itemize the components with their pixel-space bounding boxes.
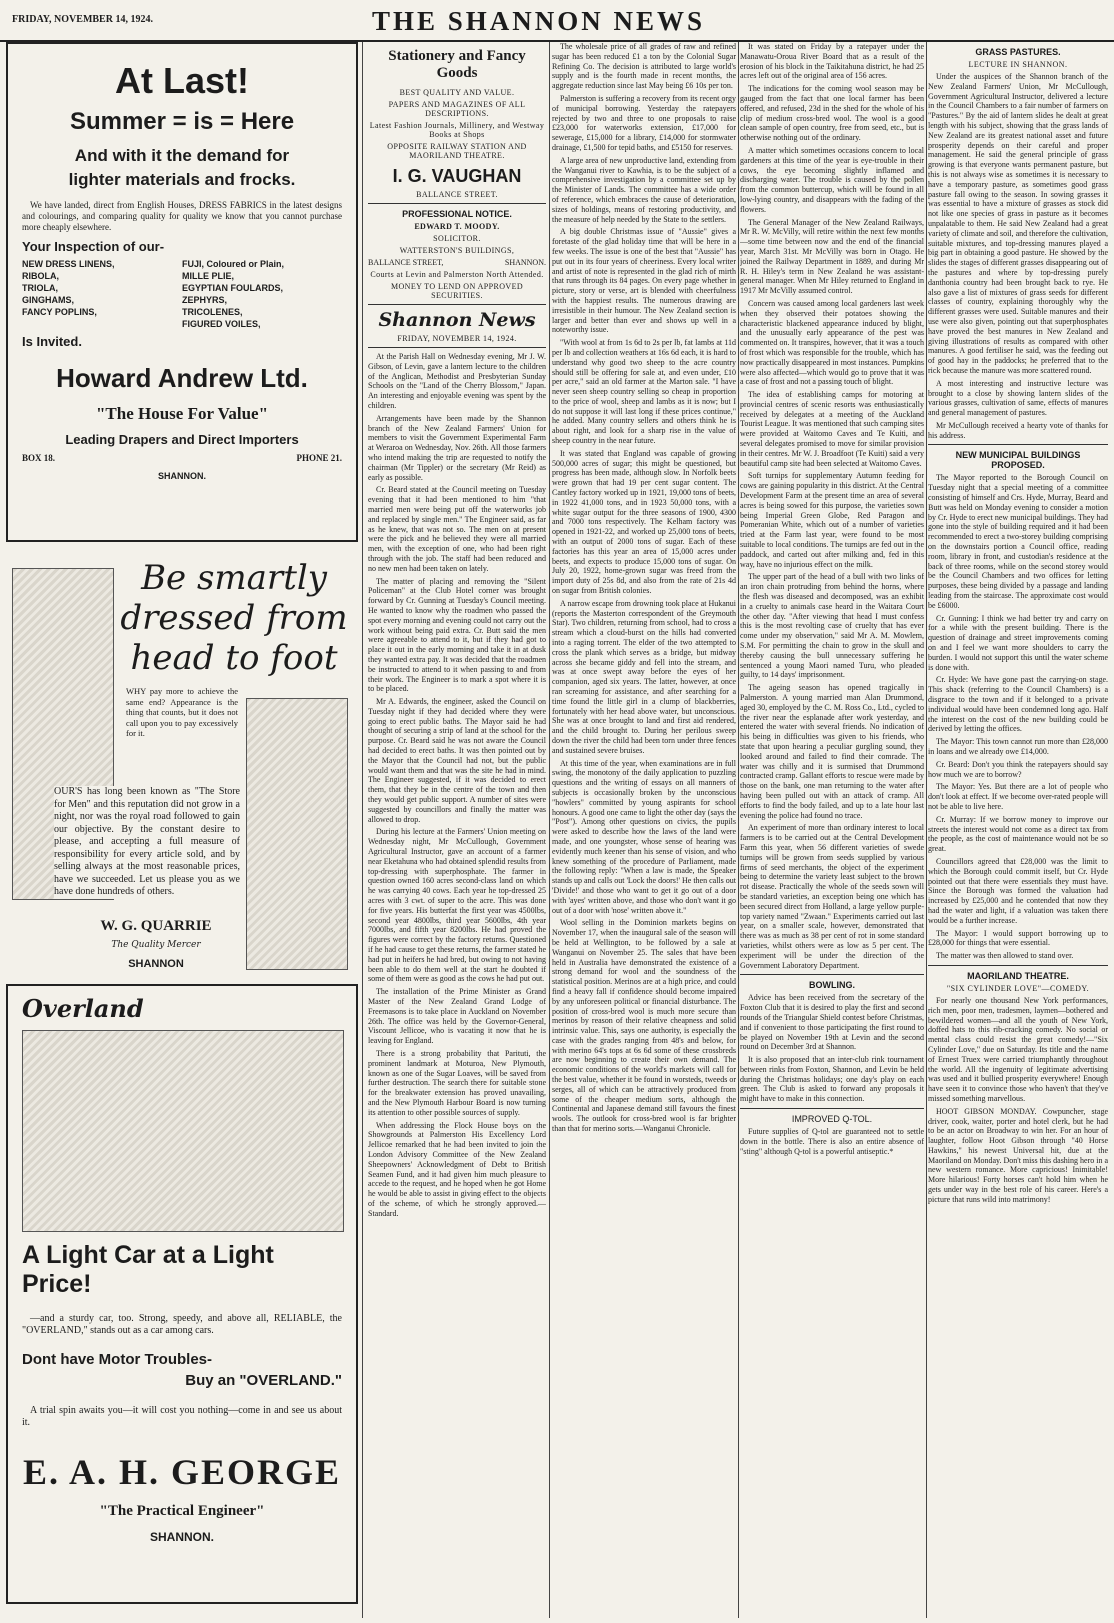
- fabric-item: FUJI, Coloured or Plain,: [182, 259, 285, 269]
- municipal-paragraph: The matter was then allowed to stand over.: [936, 951, 1074, 961]
- news-paragraph: The idea of establishing camps for motoring at provincial centres of scenic resorts was enthusiastically received by delegates at a meeting of the Auckland Tourist League. It was mentioned that such camping sites were provided at Waitomo Caves and Te Kuiti, and several delegates promised to move for similar provision in their centres. Mr W. J. Broadfoot (Te Kuiti) said a very beautiful camp site had been selected at Waitomo Caves.: [740, 390, 924, 468]
- firm-name: E. A. H. GEORGE: [22, 1452, 342, 1492]
- news-paragraph: At this time of the year, when examinations are in full swing, the monotony of the daily application to puzzling questions and the writing of essays on all manners of subjects is occasionally broken by the unconscious "howlers" committed by young aspirants for school honours. A good one came to light the other day (says the "Post"). Among other questions on civics, the pupils were asked to describe how the laws of the land were made, and one youngster, whose sense of hearing was evidently much keener than his sense of vision, and who knew something of the procedure of Parliament, made the following reply: "When a law is made, the Speaker stands up and calls out 'Lock the doors!' He then calls out 'Divide!' and those who want to get it go out of a door with 'ayes' written above, and those who don't want it go out of a door with 'nose' written above it.": [552, 758, 736, 915]
- stationer-street: BALLANCE STREET.: [416, 190, 498, 199]
- fabric-item: MILLE PLIE,: [182, 271, 235, 281]
- stationery-line: Latest Fashion Journals, Millinery, and Westway Books at Shops: [369, 121, 545, 139]
- ad-body: OUR'S has long been known as "The Store for Men" and this reputation did not grow in a night, nor was the royal road followed to gain our objective. By the constant desire to please, and accepting a full measure of responsibility for every article sold, and by selling always at the most reasonable prices, have we succeeded. Let us please you as we have done hundreds of others.: [54, 786, 240, 897]
- qtol-paragraph: Future supplies of Q-tol are guaranteed not to settle down in the bottle. There is also an entire absence of "sting" although Q-tol is a powerful antiseptic.*: [740, 1127, 924, 1156]
- news-paragraph: Arrangements have been made by the Shannon branch of the New Zealand Farmers' Union for members to visit the Government Experimental Farm at Weraroa on Wednesday, Nov. 26th. All those farmers who intend making the trip are requested to notify the chairman (Mr Tippler) or the secretary (Mr Reid) as early as possible.: [368, 413, 546, 482]
- news-paragraph: Concern was caused among local gardeners last week when they observed their potatoes showing the characteristic blackened appearance induced by blight, and the unusually early appearance of the pest was commented on. It transpires, however, that it was a touch of frost which was responsible for the trouble, which has now practically disappeared in most instances. Pumpkins were also affected—which would go to prove that it was a case of frost and not a passing touch of blight.: [740, 298, 924, 387]
- contact-row: [22, 453, 342, 463]
- ad-body: We have landed, direct from English Houses, DRESS FABRICS in the latest designs and colourings, and comparing quality for quality we know that you cannot purchase more cheaply elsewhere.: [22, 200, 342, 232]
- divider: [368, 347, 546, 348]
- municipal-paragraph: Councillors agreed that £28,000 was the limit to which the Borough could commit itself, but Cr. Hyde pointed out that there were essentials they must have. Since the Borough was formed the valuation had increased by £25,000 and he contended that now they had the water and light, if a valuation was taken there would be a further increase.: [928, 856, 1108, 925]
- ad-question: WHY pay more to achieve the same end? Appearance is the thing that counts, but it does not call upon you to pay excessively for it.: [126, 686, 238, 738]
- firm-town: SHANNON.: [157, 471, 206, 481]
- fabric-item: FANCY POPLINS,: [22, 307, 97, 317]
- news-paragraph: A large area of new unproductive land, extending from the Wanganui river to Kawhia, is to be the subject of a comprehensive investigation by a committee set up by the Minister of Lands. The committee has a wide order of reference, which embraces the cause of deterioration, sizes of holdings, means of restoring productivity, and the measure of help needed by the State to the settlers.: [552, 155, 736, 224]
- news-paragraph: There is a strong probability that Parituti, the prominent landmark at Moturoa, New Plymouth, known as one of the Sugar Loaves, will be saved from further destruction. The search there for suitable stone for the breakwater extension has proved unavailing, and the New Plymouth Harbour Board is now turning its attention to other possible sources of supply.: [368, 1048, 546, 1117]
- ad-subheadline: Summer = is = Here: [69, 108, 295, 135]
- news-column-2: [368, 42, 546, 1618]
- firm-town: SHANNON: [128, 958, 184, 970]
- grass-heading: GRASS PASTURES.: [975, 47, 1061, 57]
- fabric-item: ZEPHYRS,: [182, 295, 228, 305]
- news-paragraph: The General Manager of the New Zealand Railways, Mr R. W. McVilly, will retire within the next few months—some time between now and the end of the financial year, March 31st. Mr McVilly was born in Otago. He joined the Railway Department in 1889, and during Mr R. H. Hiley's term in New Zealand he was assistant-general manager. When Mr Hiley returned to England in 1917 Mr McVilly assumed control.: [740, 217, 924, 296]
- theatre-paragraph: For nearly one thousand New York performances, rich men, poor men, tradesmen, laymen—bothered and bewildered women—and all the youth of New York, doffed hats to this rib-cracking comedy. No social or mental class could resist the great comedy!—"Six Cylinder Love," due on Saturday. Its title and the name of Ernest Truex were carried triumphantly throughout the world. All the ingenuity of legitimate advertising was used and it bullied prosperity everywhere! Enough have seen it to convince those who haven't that they've missed something marvellous.: [928, 995, 1108, 1103]
- municipal-paragraph: The Mayor: Yes. But there are a lot of people who don't look at effect. If we become over-rated people will not be able to live here.: [928, 782, 1108, 811]
- bowling-paragraph: It is also proposed that an inter-club rink tournament between rinks from Foxton, Shannon, and Levin be held during the Christmas holidays; one day's play on each green. The Club is asked to forward any proposals it might have to make in this connection.: [740, 1055, 924, 1104]
- fabric-item: RIBOLA,: [22, 271, 59, 281]
- firm-trade: Leading Drapers and Direct Importers: [65, 432, 299, 447]
- news-paragraph: It was stated that England was capable of growing 500,000 acres of sugar; this might be questioned, but progress has been made, although slow. In Norfolk beets were grown that had 19 per cent sugar content. The Cantley factory worked up in 1921, 19,000 tons of beets, in 1922 41,000 tons, and in 1923 50,000 tons, with a white sugar output for the three seasons of 1900, 4300 and 7000 tons respectively. The Kelham factory was opened in 1921-22, and worked up 25,000 tons of beets, with an output of 2000 tons of sugar. Each of these factories has this year an area of 15,000 acres under beets, and expects to produce 15,000 tons of sugar. On July 20, 1922, home-grown sugar was freed from the import duty of 25s 8d, and also from the rate of 21s 4d on sugar from British colonies.: [552, 448, 736, 596]
- divider: [928, 444, 1108, 445]
- quarrie-advertisement: [6, 548, 358, 978]
- divider: [928, 965, 1108, 966]
- column-rule: [362, 42, 363, 1618]
- grass-subheading: LECTURE IN SHANNON.: [968, 60, 1068, 69]
- news-column-5: [928, 42, 1108, 1618]
- stationery-line: OPPOSITE RAILWAY STATION AND MAORILAND THEATRE.: [387, 142, 527, 160]
- solicitor-building: WATTERSTON'S BUILDINGS,: [399, 246, 515, 255]
- solicitor-street: BALLANCE STREET,: [368, 258, 444, 267]
- grass-paragraph: Under the auspices of the Shannon branch of the New Zealand Farmers' Union, Mr McCullough, Government Agricultural Instructor, delivered a lecture in the Council Chambers to a fair number of farmers on "Pastures." By the aid of lantern slides he dealt at great length with his subject, showing that the grass lands of New Zealand are its greatest national asset and future prosperity depends on their careful and proper management. He said the general principle of grass growing is that everyone wants permanent pasture, but this is not always wise as sometimes it is necessary to have a temporary pasture, as sometimes good grass pasture fall owing to the season. In sowing grasses it was essential to have a mixture of grasses as stock did not like one species of grass in pasture as it becomes unpalatable to them. He said New Zealand had a great variety of climate and soil, and therefore the cultivation, suitable mixtures, and top-dressing manures played a big part in obtaining a good pasture. He showed by the slides the stages of different grasses disappearing out of the pastures and where by top-dressing purely danthonia country had been brought back to rye. He also gave a list of mixtures of grass seeds for different classes of country, explaining thoroughly why the different grasses were used. Suitable manures and their use were also given, pointing out that superphosphates have proved the best manures in New Zealand and giving illustrations of results as compared with other manures. A good fertiliser he said, was the feeding out of good hay in the paddocks; he preferred that to the rick because the manure was more scattered round.: [928, 72, 1108, 375]
- firm-name: Howard Andrew Ltd.: [56, 363, 308, 393]
- news-paragraph: "With wool at from 1s 6d to 2s per lb, fat lambs at 11d per lb and collection weathers at 16s 6d each, it is hard to understand why good two sheep to the acre country should still be offering for sale at, and even under, £10 per acre," said an old farmer at the Marton sale. "I have never seen sheep country selling so cheap in proportion to the price of wool, sheep and lambs as it is now; but I do not suppose it will last long if these prices continue," he added. Many country sellers and others think he is about right, and look for a sharp rise in the value of sheep country in the near future.: [552, 338, 736, 446]
- news-paragraph: The upper part of the head of a bull with two links of an iron chain protruding from behind the horns, where the flesh was diseased and decomposed, was an exhibit in a cruelty to animals case heard in the Waitara Court the other day. "After viewing that head I must confess this is the most revolting case of cruelty that has ever come under my observation," said Mr A. M. Mowlem, S.M. For permitting the chain to grow in the skull and thereby causing the bull unnecessary suffering he sentenced a young Maori named Turu, who pleaded guilty, to 14 days' imprisonment.: [740, 572, 924, 680]
- bowling-paragraph: Advice has been received from the secretary of the Foxton Club that it is desired to play the first and second rounds of the Triangular Shield contest before Christmas, and if convenient to those participating the first round to be played on November 19th at Levin and the second round on December 3rd at Shannon.: [740, 993, 924, 1052]
- ad-tagline: And with it the demand for lighter materials and frocks.: [68, 146, 296, 189]
- news-paragraph: A narrow escape from drowning took place at Hukanui (reports the Masterton correspondent of the Greymouth Star). Two children, returning from school, had to cross a stream which a cloud-burst on the hills had converted into a raging torrent. The elder of the two attempted to cross the plank which serves as a bridge, but midway across she became giddy and fell into the stream, and was at once swept away before the eyes of her companion, aged six years. The latter, however, at once ran screaming for assistance, and after searching for a time found the little girl in a clump of blackberries, fortunately with her head above water, but unconscious. She was at once brought to land and first aid rendered, and the child brought to. During her perilous sweep down the river the child had been torn under three fences and sustained severe bruises.: [552, 598, 736, 755]
- news-paragraph: Mr A. Edwards, the engineer, asked the Council on Tuesday night if they had decided where they were going to erect public baths. The Mayor said he had thought of securing a strip of land at the school for the purpose. Cr. Beard said he was not aware the Council had decided to erect baths. It was then pointed out by the Mayor that the Council had not, but the public would want them and that was the site he had in mind. The Engineer suggested, if it was decided to erect them, that they be in the centre of the town and then they would get public support. A number of sites were suggested by councillors and finally the matter was allowed to drop.: [368, 697, 546, 824]
- man-in-hat-illustration: [246, 698, 348, 970]
- news-paragraph: The installation of the Prime Minister as Grand Master of the New Zealand Grand Lodge of Freemasons is to take place in Auckland on November 26th. The office was held by the Governor-General, Viscount Jellicoe, who is vacating it now that he is leaving for England.: [368, 987, 546, 1046]
- fabric-item: TRICOLENES,: [182, 307, 243, 317]
- theatre-paragraph: HOOT GIBSON MONDAY. Cowpuncher, stage driver, cook, waiter, porter and hotel clerk, but he had to be an actor on Broadway to win her. For an hour of laughter, follow Hoot Gibson through "40 Horse Hawkins," his newest Universal hit, due at the Maoriland on Monday. Don't miss this dashing hero in a new western romance. More capricious! Inimitable! More hilarious! Forty horses can't hold him when he gets under way in the best role of his career. Here's a picture that runs wild into matrimony!: [928, 1106, 1108, 1204]
- solicitor-money: MONEY TO LEND ON APPROVED SECURITIES.: [390, 282, 524, 300]
- ad-trial: A trial spin awaits you—it will cost you nothing—come in and see us about it.: [22, 1405, 342, 1428]
- divider: [740, 974, 924, 975]
- newspaper-title: THE SHANNON NEWS: [372, 6, 706, 36]
- ad-invited: Is Invited.: [22, 334, 82, 349]
- ad-line3: Buy an "OVERLAND.": [185, 1372, 342, 1389]
- news-paragraph: A matter which sometimes occasions concern to local gardeners at this time of the year is eye-trouble in their cows, the eye becoming slightly inflamed and discharging water. The trouble is caused by the pollen from the common buttercup, which will be found in all low-lying country, and disappears with the fading of the flowers.: [740, 145, 924, 214]
- news-paragraph: Wool selling in the Dominion markets begins on November 17, when the inaugural sale of the season will be held at Wellington, to be followed by a sale at Wanganui on November 25. The sales that have been held in Australia have demonstrated the existence of a strong demand for wool and the soundness of the statistical position. Merinos are at a high price, and could find a heavy fall if confidence should become impaired by any unforeseen political or financial disturbance. The position of cross-bred wool is much more secure than merinos by reason of their relative cheapness and solid intrinsic value. This, says one authority, is especially the case with the grades ranging from 48's and below, for with merino 64's tops at 6s 6d some of these crossbreds are now beginning to create their own demand. The economic conditions of the world's markets will call for the best value, whether it be found in worsteds, tweeds or serges, all of which can be attractively produced from some of the cheaper medium sorts, although the Continental and Japanese demand still favours the finest wools. The outlook for cross-bred wool is far brighter than that for merino sorts.—Wanganui Chronicle.: [552, 918, 736, 1134]
- divider: [740, 1108, 924, 1109]
- column-rule: [738, 42, 739, 1618]
- stationery-title: Stationery and Fancy Goods: [388, 48, 526, 81]
- qtol-heading: IMPROVED Q-TOL.: [791, 1114, 873, 1125]
- municipal-paragraph: Cr. Gunning: I think we had better try and carry on for a while with the present building. There is the question of drainage and street improvements coming on and I feel we want more shoulders to carry the burden. I would not support this until the water scheme is done with.: [928, 613, 1108, 672]
- advertisement-column: [6, 42, 358, 1618]
- news-column-3: [552, 42, 736, 1618]
- ad-body: —and a sturdy car, too. Strong, speedy, and above all, RELIABLE, the "OVERLAND," stands out as a car among cars.: [22, 1313, 342, 1336]
- ad-headline: A Light Car at a Light Price!: [22, 1241, 274, 1298]
- news-paragraph: An experiment of more than ordinary interest to local farmers is to be carried out at the Central Development Farm this year, when 56 different varieties of swede turnips will be grown from seeds supplied by various firms of seed merchants, the object of the experiment being to determine the variety least subject to the brown rot disease. Practically the whole of the seeds sown will be standard varieties, an exception being one which has been secured direct from Holland, a large yellow purple-top variety named "Zwaan." Experiments carried out last year, on a smaller scale, however, demonstrated that there was as much as 38 per cent of rot in some standard varieties, whilst others were as low as 5 per cent. The experiment will be under the direction of the Government Laboratory Department.: [740, 823, 924, 970]
- municipal-paragraph: Cr. Hyde: We have gone past the carrying-on stage. This shack (referring to the Council Chambers) is a disgrace to the town and if it belonged to a private individual would have been condemned long ago. Half the interest on the cost of the new building could be derived by letting the offices.: [928, 675, 1108, 734]
- news-paragraph: At the Parish Hall on Wednesday evening, Mr J. W. Gibson, of Levin, gave a lantern lecture to the children of the Anglican, Methodist and Presbyterian Sunday Schools on the "Land of the Cherry Blossom," Japan. An interesting and enjoyable evening was spent by the children.: [368, 352, 546, 410]
- ad-headline: At Last!: [115, 60, 249, 101]
- divider: [368, 304, 546, 305]
- solicitor-courts: Courts at Levin and Palmerston North Attended.: [370, 270, 544, 279]
- stationer-name: I. G. VAUGHAN: [392, 166, 522, 186]
- firm-tag: "The Practical Engineer": [99, 1503, 265, 1519]
- divider: [368, 203, 546, 204]
- masthead: [0, 0, 1114, 42]
- box-number: BOX 18.: [22, 453, 56, 463]
- news-column-4: [740, 42, 924, 1618]
- news-paragraph: A big double Christmas issue of "Aussie" gives a foretaste of the glad holiday time that will be here in a few weeks. The issue is one of the best that "Aussie" has put out in its four years of cheeriness. Every local writer and artist of note is represented in the glad rich of mirth that runs through its 84 pages. On every page whether in picture, story or verse, art is blended with cheerfulness with the happiest results. The numerous drawing are irresistible in their humour. The New Zealand section is larger and better than ever and shows up well in a noteworthy issue.: [552, 227, 736, 335]
- firm-tag: The Quality Mercer: [111, 940, 201, 950]
- news-paragraph: Palmerston is suffering a recovery from its recent orgy of municipal borrowing. Yesterday the ratepayers rejected by two and three to one proposals to raise £23,000 for waterworks extension, £17,000 for sewerage, £15,000 for a library, £14,000 for stormwater drainage, £1,500 for tepid baths, and £5150 for reserves.: [552, 93, 736, 152]
- news-paragraph: Soft turnips for supplementary Autumn feeding for cows are gaining popularity in this district. At the Central Development Farm at the present time an area of several acres is being sowed for this purpose, the varieties sown being Imperial Green Globe, Red Paragon and Pomeranian White, which out of a number of varieties tried at the Farm last year, were found to be most suitable to local conditions. The turnips are fed out in the paddock, and carted out after milking and, fed in this way, have no injurious effect on the milk.: [740, 471, 924, 569]
- municipal-paragraph: The Mayor reported to the Borough Council on Tuesday night that a special meeting of a committee consisting of himself and Crs. Hyde, Murray, Beard and Butt was held on Monday evening to consider a motion by Cr. Hyde to erect new municipal buildings. They had gone into the style of building required and it had been recommended to erect a two-storey building comprising on the downstairs portion a Council office, reading room, library in front, and custodian's residence at the back of three rooms, while on the second storey would be the Council Chambers and two offices for letting purposes, these being divided by a passage and landing leading from the staircase. The approximate cost would be £6000.: [928, 473, 1108, 610]
- news-paragraph: During his lecture at the Farmers' Union meeting on Wednesday night, Mr McCullough, Government Agricultural Instructor, gave an account of a farmer near Eketahuna who had obtained splendid results from top-dressing with superphosphate. The farmer in question owned 160 acres second-class land on which he was carrying 40 cows. Each year he top-dressed 25 acres with 3 cwt. of super to the acre. This was done for five years. His butterfat the first year was 4500lbs, second year 4800lbs, third year 5600lbs, 4th year 7000lbs, and fifth year 8200lbs. He had proved the figures were correct by the factory returns. Questioned if he had cause to get these returns, the farmer stated he had put in heifers he had bred, but owing to not having been able to do them well at the start he doubted if some of them were as good as the cows he had put out.: [368, 827, 546, 984]
- municipal-paragraph: Cr. Murray: If we borrow money to improve our streets the interest would not come as a direct tax from the people, as the cost of maintenance would not be so great.: [928, 814, 1108, 854]
- fabric-item: EGYPTIAN FOULARDS,: [182, 283, 284, 293]
- brand-logo: Overland: [22, 994, 144, 1023]
- phone-number: PHONE 21.: [296, 453, 342, 463]
- news-paragraph: The wholesale price of all grades of raw and refined sugar has been reduced £1 a ton by the Colonial Sugar Refining Co. The decision is attributed to large world's supply and is the fourth made in recent months, the aggregate reduction since last May being £6 10s per ton.: [552, 42, 736, 91]
- column-rule: [926, 42, 927, 1618]
- municipal-paragraph: The Mayor: This town cannot run more than £28,000 in loans and we already owe £14,000.: [928, 737, 1108, 756]
- solicitor-town: SHANNON.: [504, 258, 546, 267]
- solicitor-role: SOLICITOR.: [433, 234, 481, 243]
- fabric-item: FIGURED VOILES,: [182, 319, 261, 329]
- stationery-line: BEST QUALITY AND VALUE.: [399, 88, 515, 97]
- news-paragraph: The matter of placing and removing the "Silent Policeman" at the Club Hotel corner was brought forward by Cr. Gunning at Tuesday's Council meeting. He wanted to know why the roadmen who passed the spot every morning and evening could not carry out the work without being paid extra. Cr. Butt said the men were agreeable to attend to it, but if they had got to place it out in the early morning and take it in at dusk they wanted extra pay. It was decided that the roadmen be instructed to attend to it when passing to and from their work. The Engineer is to mark a spot where it is to be placed.: [368, 576, 546, 694]
- column-rule: [549, 42, 550, 1618]
- fabric-item: GINGHAMS,: [22, 295, 75, 305]
- fabric-item: TRIOLA,: [22, 283, 58, 293]
- news-paragraph: Cr. Beard stated at the Council meeting on Tuesday evening that it had been mentioned to him "that married men were being put off the waterworks job and replaced by single men." The Engineer said, as far as he knew, that was not so. The men on at present were the pick and he believed they were all married men, with the exception of one, who had been right through with the job. The staff had been reduced and no new men had been taken on lately.: [368, 485, 546, 573]
- municipal-paragraph: The Mayor: I would support borrowing up to £28,000 for things that were essential.: [928, 928, 1108, 948]
- overland-advertisement: [6, 984, 358, 1604]
- fabric-item: NEW DRESS LINENS,: [22, 259, 115, 269]
- solicitor-name: EDWARD T. MOODY.: [414, 222, 500, 231]
- ad-line2: Dont have Motor Troubles-: [22, 1351, 213, 1368]
- fabric-list: [22, 258, 342, 330]
- news-paragraph: When addressing the Flock House boys on the Showgrounds at Palmerston His Excellency Lord Jellicoe remarked that he had been invited to join the London Advisory Committee of the New Zealand Sheepowners' Acknowledgment of Debt to British Seamen Fund, and it had given him much pleasure to accede to the request, and he hoped when he got Home he would be able to assist in giving effect to the objects of the scheme, of which he strongly approved.—Standard.: [368, 1120, 546, 1218]
- grass-paragraph: A most interesting and instructive lecture was brought to a close by showing lantern slides of the various grasses, cultivation of same, effects of manures and general management of pastures.: [928, 378, 1108, 418]
- overland-car-illustration: [22, 1030, 344, 1232]
- issue-date: FRIDAY, NOVEMBER 14, 1924.: [12, 14, 153, 25]
- ad-invite: Your Inspection of our-: [22, 239, 165, 254]
- notice-heading: PROFESSIONAL NOTICE.: [402, 209, 512, 219]
- firm-slogan: "The House For Value": [95, 404, 269, 423]
- municipal-paragraph: Cr. Beard: Don't you think the ratepayers should say how much we are to borrow?: [928, 759, 1108, 779]
- section-date: FRIDAY, NOVEMBER 14, 1924.: [397, 334, 517, 343]
- ad-headline: Be smartly dressed from head to foot: [120, 558, 348, 678]
- solicitor-address: [368, 258, 546, 267]
- municipal-heading: NEW MUNICIPAL BUILDINGS PROPOSED.: [955, 450, 1081, 471]
- theatre-subheading: "SIX CYLINDER LOVE"—COMEDY.: [946, 983, 1090, 993]
- news-paragraph: The indications for the coming wool season may be gauged from the fact that one local farmer has been offered, and refused, 23d in the shed for the whole of his clip of medium cross-bred wool. The wool is a good clean sample of open country, free from seed, etc., but is otherwise nothing out of the ordinary.: [740, 84, 924, 143]
- theatre-heading: MAORILAND THEATRE.: [967, 970, 1069, 981]
- bowling-heading: BOWLING.: [809, 980, 855, 991]
- section-masthead: Shannon News: [378, 309, 536, 331]
- howard-andrew-advertisement: [6, 42, 358, 542]
- news-paragraph: It was stated on Friday by a ratepayer under the Manawatu-Oroua River Board that as a result of the erosion of his block in the Taikitahuna district, he had 25 acres left out of the original area of 156 acres.: [740, 42, 924, 81]
- firm-town: SHANNON.: [149, 1530, 214, 1544]
- news-paragraph: The ageing season has opened tragically in Palmerston. A young married man Alan Drummond, aged 30, employed by the C. M. Ross Co., Ltd., cycled to the river near the esplanade after work yesterday, and entered the water with several friends. No indication of his being in difficulties was given to his friends, who state that upon hearing a peculiar gurgling sound, they looked around and failed to find their comrade. The water was chilly and it is surmised that Drummond contracted cramp. Gallant efforts to rescue were made by those on the bank, one man returning to the water after having been pulled out with an attack of cramp. All efforts to find the body failed, and up to a late hour last evening the police had found no trace.: [740, 683, 924, 820]
- stationery-line: PAPERS AND MAGAZINES OF ALL DESCRIPTIONS.: [388, 100, 526, 118]
- firm-name: W. G. QUARRIE: [100, 918, 212, 934]
- grass-paragraph: Mr McCullough received a hearty vote of thanks for his address.: [928, 420, 1108, 440]
